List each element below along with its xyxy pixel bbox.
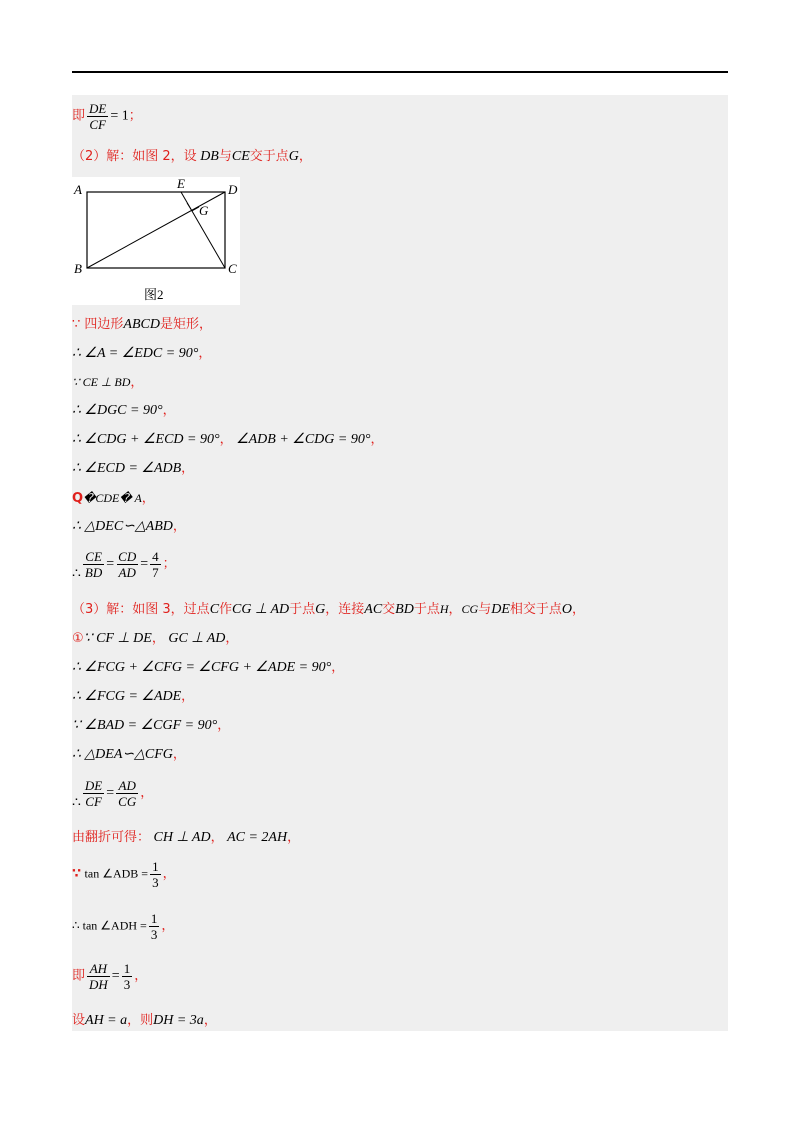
math: ∴ △DEA∽△CFG bbox=[72, 747, 173, 762]
figure-caption: 图2 bbox=[144, 287, 164, 302]
fraction bbox=[149, 911, 160, 942]
line-dgc bbox=[72, 402, 176, 420]
text: （3）解：如图 3，过点 bbox=[72, 602, 210, 617]
label-d: D bbox=[228, 182, 238, 197]
denominator: BD bbox=[84, 565, 103, 580]
math: CE bbox=[231, 149, 250, 164]
math: ∴ tan ∠ADH = bbox=[72, 918, 147, 933]
math: ∴ bbox=[72, 795, 81, 811]
math: ∴ ∠DGC = 90° bbox=[72, 403, 163, 418]
text: ， bbox=[130, 375, 144, 390]
math: ∴ △DEC∽△ABD bbox=[72, 519, 173, 534]
text: ， bbox=[198, 346, 212, 361]
text: ， bbox=[287, 830, 301, 845]
text: ， bbox=[203, 1013, 217, 1028]
math: �CDE� A bbox=[83, 491, 142, 505]
text: ， bbox=[161, 918, 175, 934]
math: H bbox=[439, 602, 449, 616]
math: ∴ ∠ECD = ∠ADB bbox=[72, 461, 182, 476]
text: 由翻折可得： bbox=[72, 830, 151, 845]
header-rule bbox=[72, 71, 728, 73]
text: ， bbox=[140, 785, 154, 801]
text: 即 bbox=[72, 108, 86, 124]
math: G bbox=[315, 602, 326, 617]
text: ， bbox=[448, 602, 462, 617]
fraction bbox=[87, 961, 110, 992]
text: ， bbox=[210, 830, 224, 845]
line-ecd-adb bbox=[72, 460, 194, 478]
line-similar-triangles bbox=[72, 518, 186, 536]
text: ， bbox=[181, 461, 195, 476]
text: ， bbox=[225, 631, 239, 646]
denominator: 3 bbox=[123, 977, 131, 992]
math: CG bbox=[461, 602, 479, 616]
math: = bbox=[111, 968, 120, 984]
math: ABCD bbox=[123, 317, 160, 332]
numerator: AH bbox=[89, 961, 108, 976]
text: ， bbox=[370, 432, 384, 447]
text: ， bbox=[181, 689, 195, 704]
denominator: 7 bbox=[152, 565, 159, 580]
numerator: AD bbox=[118, 778, 136, 793]
text: ， bbox=[219, 432, 233, 447]
text: 作 bbox=[219, 602, 233, 617]
line-bad-cgf bbox=[72, 717, 230, 735]
line-de-cf-ratio bbox=[72, 101, 142, 132]
text: 于点 bbox=[413, 602, 440, 617]
line-fcg-sum bbox=[72, 659, 344, 677]
math: BD bbox=[395, 602, 414, 617]
text: 交 bbox=[382, 602, 396, 617]
numerator: 1 bbox=[150, 911, 158, 926]
math: ∠ADB + ∠CDG = 90° bbox=[236, 432, 371, 447]
text: ， bbox=[162, 866, 176, 882]
line-dea-cfg bbox=[72, 746, 186, 764]
text: ， bbox=[172, 519, 186, 534]
denominator: AD bbox=[118, 565, 136, 580]
line-right-angles bbox=[72, 345, 211, 363]
math: ∵ ∠BAD = ∠CGF = 90° bbox=[72, 718, 218, 733]
math: G bbox=[288, 149, 299, 164]
math: CH ⊥ AD bbox=[153, 830, 211, 845]
math: AH = a bbox=[85, 1013, 128, 1028]
text: Q bbox=[72, 491, 84, 506]
figure-2 bbox=[72, 177, 240, 305]
text: 设 bbox=[72, 1013, 86, 1028]
denominator: CF bbox=[89, 117, 106, 132]
line-fcg-ade bbox=[72, 688, 194, 706]
numerator: DE bbox=[89, 101, 107, 116]
text: ，则 bbox=[127, 1013, 154, 1028]
line-tan-adh bbox=[72, 911, 174, 942]
text: 是矩形， bbox=[159, 317, 212, 332]
text: （2）解：如图 2，设 bbox=[72, 149, 197, 164]
math: ∵ CE ⊥ BD bbox=[72, 375, 131, 389]
text: 相交于点 bbox=[509, 602, 562, 617]
text: 即 bbox=[72, 968, 86, 984]
numerator: 1 bbox=[123, 961, 131, 976]
numerator: 4 bbox=[152, 549, 159, 564]
text: 于点 bbox=[289, 602, 316, 617]
text: 与 bbox=[218, 149, 232, 164]
line-garbled bbox=[72, 489, 155, 508]
fraction bbox=[83, 778, 104, 809]
math: C bbox=[209, 602, 220, 617]
fraction bbox=[83, 549, 104, 580]
text: ，连接 bbox=[325, 602, 365, 617]
text: 交于点 bbox=[249, 149, 289, 164]
text: ， bbox=[134, 968, 148, 984]
numerator: 1 bbox=[152, 859, 159, 874]
math: tan ∠ADB = bbox=[84, 866, 149, 881]
math: GC ⊥ AD bbox=[168, 631, 226, 646]
text: ， bbox=[162, 403, 176, 418]
math: DE bbox=[491, 602, 510, 617]
text: ； bbox=[128, 108, 142, 124]
text: ， bbox=[572, 602, 586, 617]
denominator: 3 bbox=[150, 927, 158, 942]
line-part3-intro bbox=[72, 600, 585, 619]
math: ∴ bbox=[72, 566, 81, 582]
fraction bbox=[116, 549, 138, 580]
text: ， bbox=[298, 149, 312, 164]
numerator: DE bbox=[84, 778, 103, 793]
label-b: B bbox=[74, 261, 82, 276]
text: ① bbox=[72, 631, 84, 646]
line-ratio-4-7: ∴ $\frac{CE}{BD}$ = $\frac{CD}{AD}$ = $\frac{4}{7}$ ； bbox=[72, 549, 176, 582]
math: DB bbox=[200, 149, 219, 164]
math: AC bbox=[364, 602, 383, 617]
label-c: C bbox=[228, 261, 237, 276]
line-cf-de bbox=[72, 630, 238, 648]
text: ， bbox=[151, 631, 165, 646]
solution-content bbox=[72, 95, 728, 1031]
text: ， bbox=[331, 660, 345, 675]
numerator: CE bbox=[85, 549, 102, 564]
denominator: 3 bbox=[152, 875, 159, 890]
line-tan-adb bbox=[72, 859, 176, 890]
line-angle-sums bbox=[72, 431, 383, 449]
line-part2-intro bbox=[72, 148, 312, 166]
text: ∵ 四边形 bbox=[72, 317, 124, 332]
line-fold bbox=[72, 829, 300, 847]
math: O bbox=[561, 602, 573, 617]
text: ∵ bbox=[72, 866, 82, 882]
fraction bbox=[122, 961, 133, 992]
math: CG ⊥ AD bbox=[232, 602, 290, 617]
fraction bbox=[150, 549, 161, 580]
line-perpendicular bbox=[72, 373, 143, 392]
math: DH = 3a bbox=[153, 1013, 204, 1028]
line-ah-dh bbox=[72, 961, 147, 992]
math: = 1 bbox=[110, 108, 129, 124]
line-rectangle bbox=[72, 316, 212, 334]
math: AC = 2AH bbox=[227, 830, 288, 845]
label-g: G bbox=[199, 203, 209, 218]
math: ∴ ∠FCG = ∠ADE bbox=[72, 689, 182, 704]
rectangle-diagram bbox=[72, 177, 240, 305]
text: ， bbox=[172, 747, 186, 762]
text: ， bbox=[141, 491, 155, 506]
text: ， bbox=[217, 718, 231, 733]
math: ∴ ∠CDG + ∠ECD = 90° bbox=[72, 432, 220, 447]
line-set-a bbox=[72, 1012, 217, 1030]
math: ∴ ∠A = ∠EDC = 90° bbox=[72, 346, 199, 361]
fraction bbox=[150, 859, 161, 890]
denominator: DH bbox=[89, 977, 108, 992]
math: ∴ ∠FCG + ∠CFG = ∠CFG + ∠ADE = 90° bbox=[72, 660, 332, 675]
fraction bbox=[87, 101, 108, 132]
line-de-cf-ad-cg: ∴ $\frac{DE}{CF}$ = $\frac{AD}{CG}$ ， bbox=[72, 778, 154, 811]
text: 与 bbox=[478, 602, 492, 617]
fraction bbox=[116, 778, 138, 809]
math: ∵ CF ⊥ DE bbox=[83, 631, 152, 646]
label-e: E bbox=[177, 177, 185, 191]
text: ； bbox=[162, 556, 176, 572]
numerator: CD bbox=[118, 549, 137, 564]
denominator: CF bbox=[85, 794, 102, 809]
denominator: CG bbox=[118, 794, 137, 809]
label-a: A bbox=[74, 182, 82, 197]
